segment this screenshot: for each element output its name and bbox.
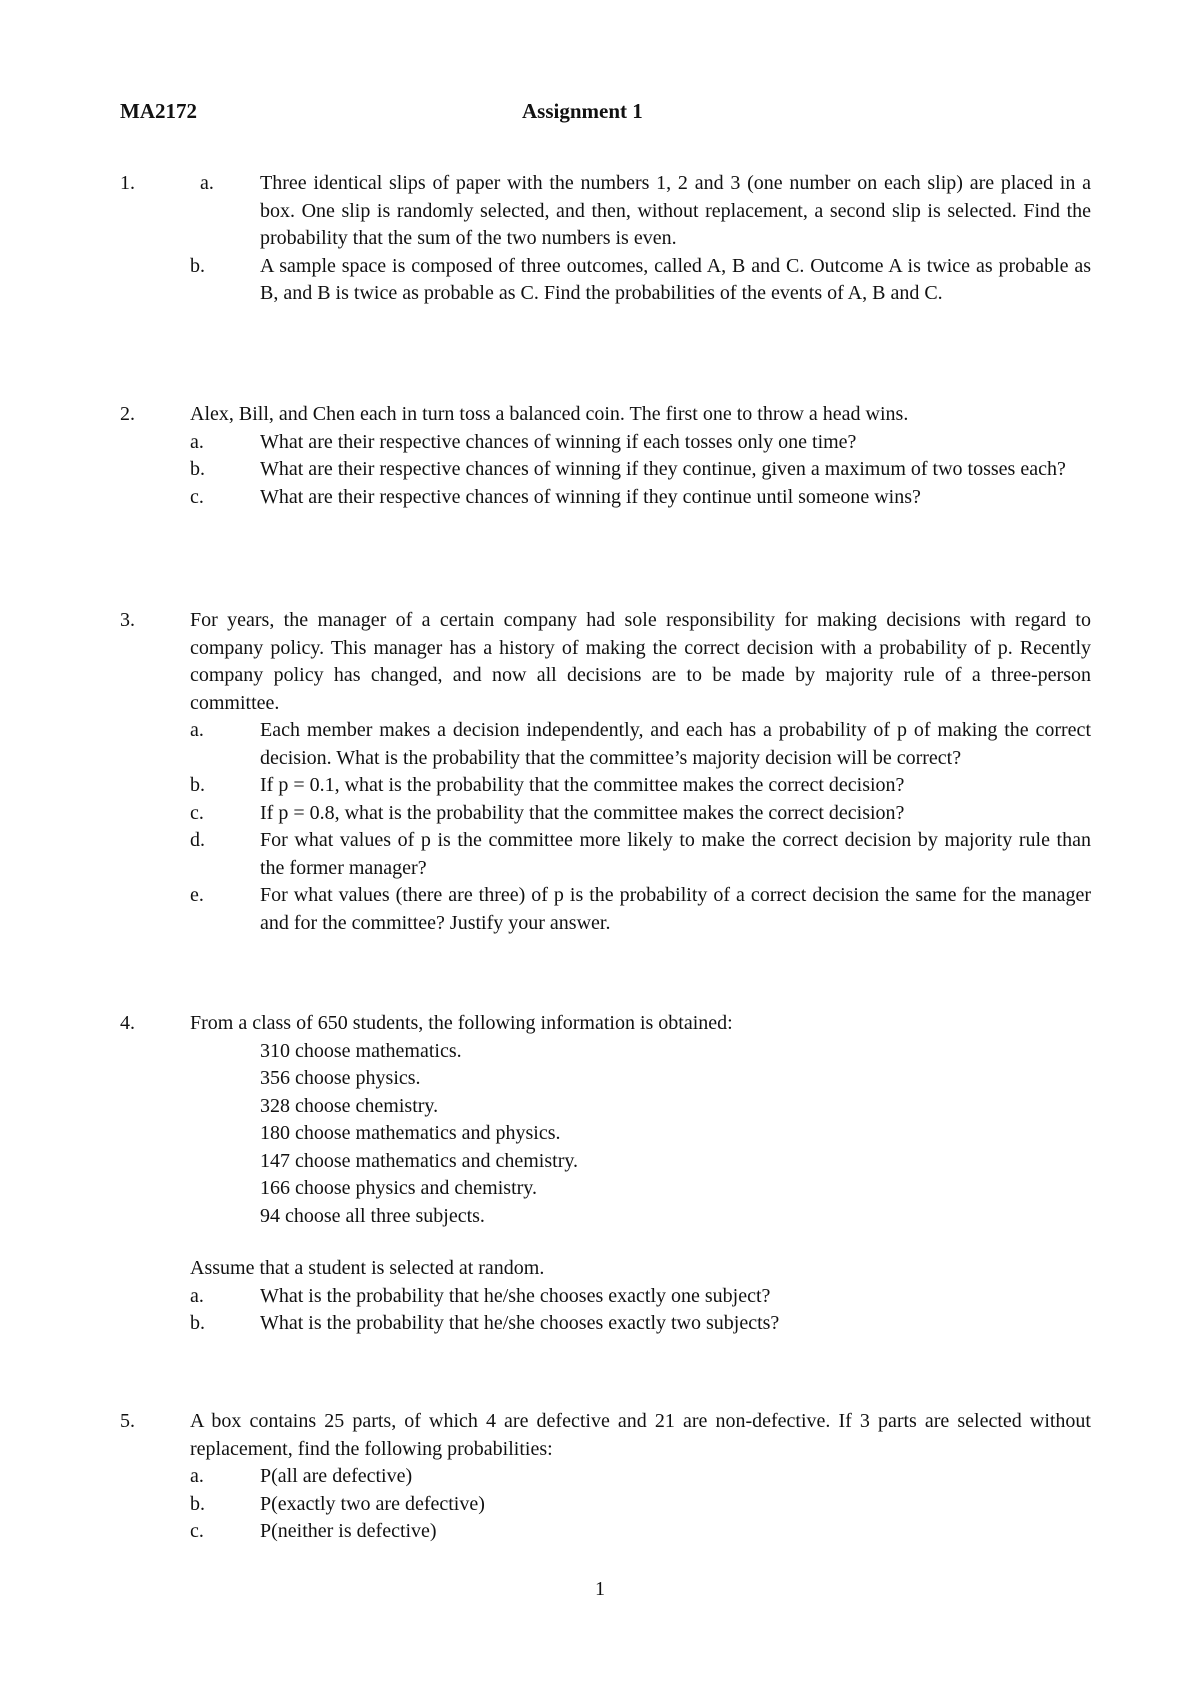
part-text: For what values (there are three) of p is the probability of a correct decision the same for the manager and for the committee? Justify your answer.	[260, 884, 1091, 934]
part-text: P(exactly two are defective)	[260, 1492, 485, 1515]
question-part	[190, 717, 1091, 772]
part-text: P(all are defective)	[260, 1465, 413, 1487]
question-part	[190, 1310, 1091, 1338]
question-4	[120, 1010, 1091, 1338]
part-text: What are their respective chances of winning if they continue, given a maximum of two tosses each?	[260, 458, 1066, 480]
part-text: Three identical slips of paper with the numbers 1, 2 and 3 (one number on each slip) are placed in a box. One slip is randomly selected, and then, without replacement, a second slip is selected. Find the probability that the sum of the two numbers is even.	[260, 172, 1091, 249]
question-part	[190, 253, 1091, 308]
question-intro: For years, the manager of a certain company had sole responsibility for making decisions with regard to company policy. This manager has a history of making the correct decision with a probability of p. Recently company policy has changed, and now all decisions are to be made by majority rule of a three-person committee.	[190, 609, 1091, 714]
part-text: What is the probability that he/she chooses exactly one subject?	[260, 1284, 771, 1307]
part-letter: c.	[190, 801, 204, 824]
question-part	[190, 800, 1091, 828]
part-text: A sample space is composed of three outcomes, called A, B and C. Outcome A is twice as probable as B, and B is twice as probable as C. Find the probabilities of the events of A, B and C.	[260, 254, 1091, 304]
course-code: MA2172	[120, 99, 197, 123]
list-item: 147 choose mathematics and chemistry.	[260, 1149, 579, 1172]
part-letter: b.	[190, 1492, 205, 1515]
part-letter: e.	[190, 884, 204, 906]
part-letter: b.	[190, 774, 205, 796]
part-text: If p = 0.1, what is the probability that the committee makes the correct decision?	[260, 774, 905, 796]
part-letter: d.	[190, 829, 205, 851]
question-number: 2.	[120, 403, 135, 425]
page-header	[120, 98, 1080, 128]
question-intro: A box contains 25 parts, of which 4 are defective and 21 are non-defective. If 3 parts are selected without replacement, find the following probabilities:	[190, 1410, 1091, 1460]
part-letter: a.	[200, 172, 214, 194]
question-intro: Alex, Bill, and Chen each in turn toss a balanced coin. The first one to throw a head wins.	[190, 403, 909, 425]
part-text: What are their respective chances of winning if they continue until someone wins?	[260, 485, 921, 508]
question-part	[190, 1518, 1091, 1546]
part-letter: c.	[190, 485, 204, 508]
part-letter: a.	[190, 719, 204, 741]
list-item: 180 choose mathematics and physics.	[260, 1122, 561, 1144]
part-text: For what values of p is the committee more likely to make the correct decision by majority rule than the former manager?	[260, 829, 1091, 879]
part-text: What are their respective chances of winning if each tosses only one time?	[260, 430, 857, 453]
question-part	[190, 456, 1091, 484]
question-5	[120, 1408, 1091, 1546]
list-item: 310 choose mathematics.	[260, 1039, 462, 1062]
part-letter: a.	[190, 1465, 204, 1487]
list-item: 94 choose all three subjects.	[260, 1204, 485, 1227]
question-part	[190, 1283, 1091, 1311]
question-3	[120, 607, 1091, 937]
question-number: 4.	[120, 1012, 135, 1034]
question-part	[190, 429, 1091, 457]
list-item: 328 choose chemistry.	[260, 1094, 439, 1117]
question-1	[120, 170, 1091, 308]
list-item: 356 choose physics.	[260, 1067, 421, 1089]
question-part	[190, 1463, 1091, 1491]
question-2	[120, 401, 1091, 511]
question-intro: From a class of 650 students, the following information is obtained:	[190, 1012, 733, 1034]
question-part	[190, 170, 1091, 253]
assumption-text: Assume that a student is selected at random.	[190, 1257, 545, 1279]
question-part	[190, 1491, 1091, 1519]
question-part	[190, 827, 1091, 882]
part-letter: b.	[190, 1312, 205, 1334]
question-number: 3.	[120, 609, 135, 631]
page-number: 1	[595, 1578, 605, 1600]
list-item: 166 choose physics and chemistry.	[260, 1177, 537, 1199]
part-letter: b.	[190, 254, 205, 277]
question-number: 5.	[120, 1410, 135, 1432]
part-letter: c.	[190, 1520, 204, 1542]
question-part	[190, 772, 1091, 800]
part-letter: a.	[190, 430, 204, 453]
question-number: 1.	[120, 172, 135, 194]
question-part	[190, 882, 1091, 937]
part-text: P(neither is defective)	[260, 1520, 437, 1542]
part-text: Each member makes a decision independently, and each has a probability of p of making the correct decision. What is the probability that the committee’s majority decision will be correct?	[260, 719, 1091, 769]
part-letter: a.	[190, 1284, 204, 1307]
enrollment-list	[190, 1038, 1091, 1231]
question-part	[190, 484, 1091, 512]
document-title: Assignment 1	[522, 99, 643, 123]
part-text: What is the probability that he/she chooses exactly two subjects?	[260, 1312, 780, 1334]
part-text: If p = 0.8, what is the probability that the committee makes the correct decision?	[260, 801, 905, 824]
part-letter: b.	[190, 458, 205, 480]
